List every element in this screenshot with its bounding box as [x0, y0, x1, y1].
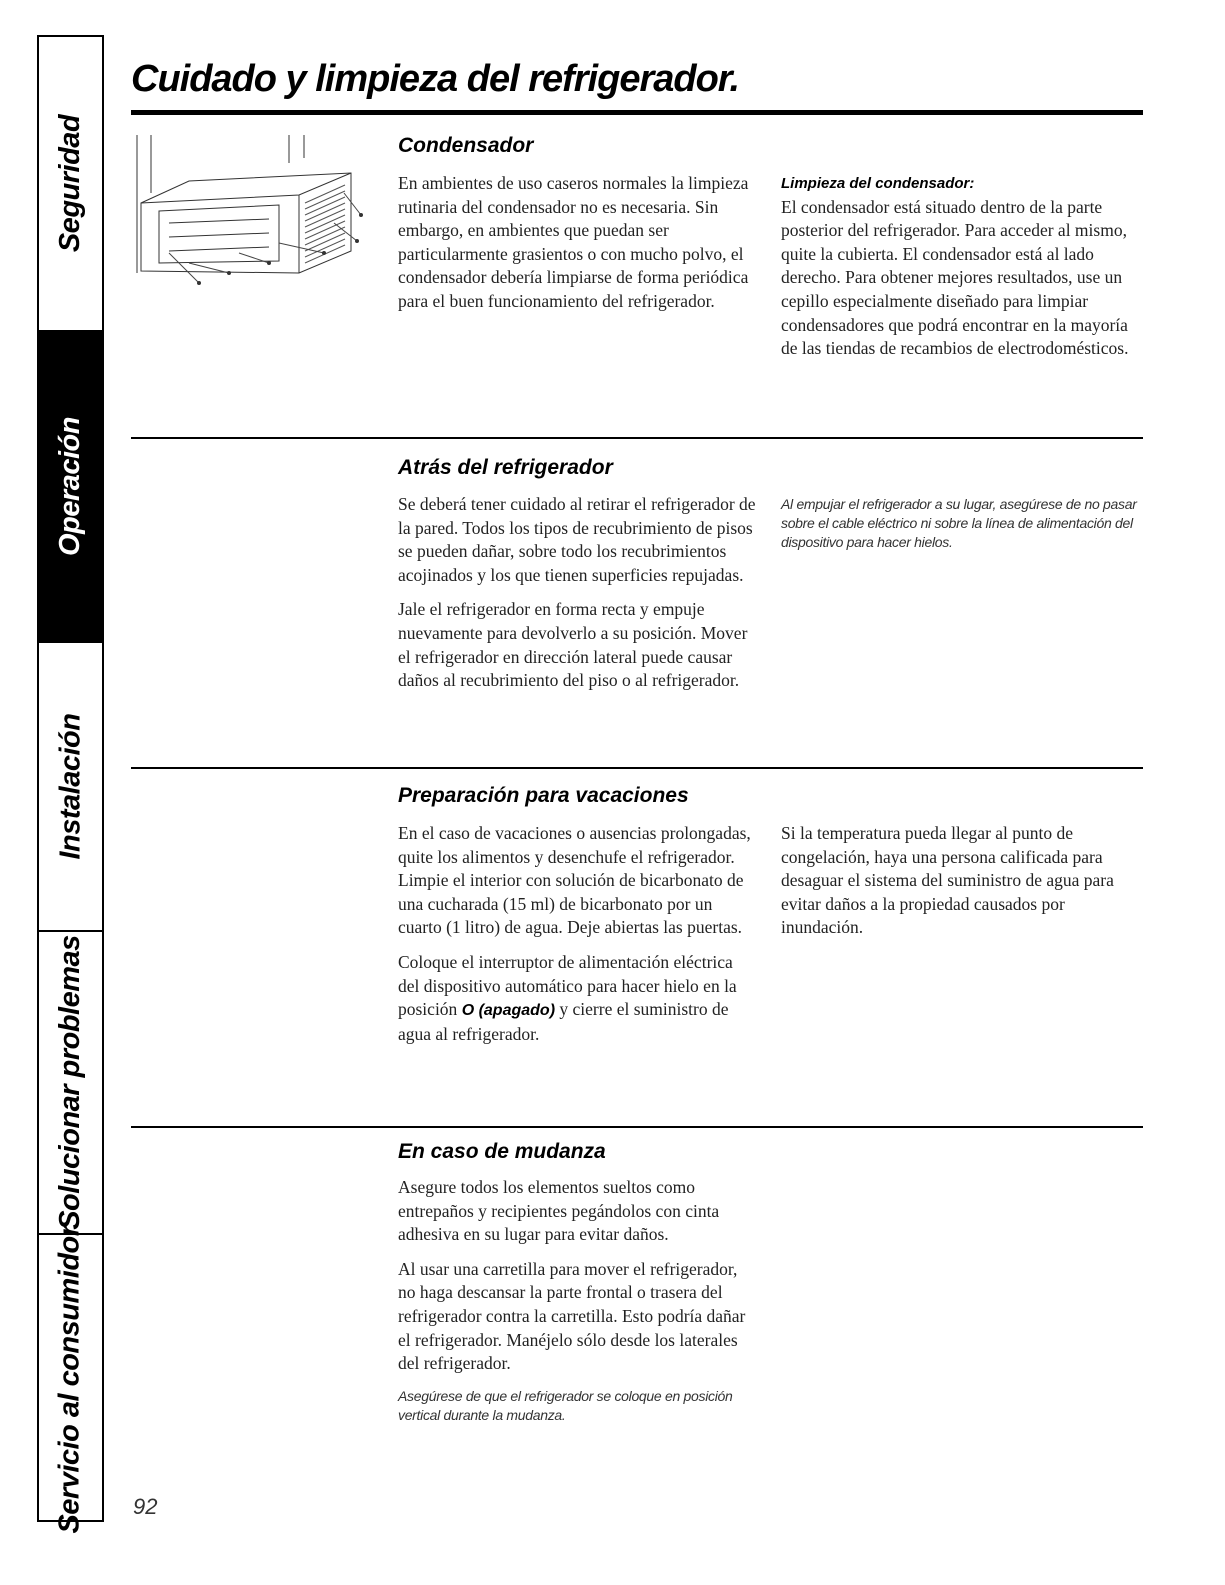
tab-instalacion[interactable] — [39, 643, 102, 932]
vacaciones-left-column — [398, 822, 758, 1057]
atras-right-note: Al empujar el refrigerador a su lugar, asegúrese de no pasar sobre el cable eléctrico ni sobre la línea de alimentación del dispositivo para hacer hielos. — [781, 496, 1137, 550]
paragraph: Jale el refrigerador en forma recta y empuje nuevamente para devolverlo a su posición. Mover el refrigerador en dirección lateral puede causar daños al recubrimiento del piso o al refrigerador. — [398, 599, 748, 691]
text: y cierre el suministro de agua al refrigerador. — [398, 999, 729, 1044]
paragraph: Al usar una carretilla para mover el refrigerador, no haga descansar la parte frontal o trasera del refrigerador contra la carretilla. Esto podría dañar el refrigerador. Manéjelo sólo desde los laterales del refrigerador. — [398, 1258, 746, 1374]
condensador-left-column — [398, 172, 758, 325]
tab-label: Solucionar problemas — [54, 935, 87, 1230]
section-tabs — [37, 35, 104, 1534]
text: Coloque el interruptor de alimentación eléctrica del dispositivo automático para hacer hielo en la posición — [398, 951, 737, 1020]
paragraph: El condensador está situado dentro de la parte posterior del refrigerador. Para acceder al mismo, quite la cubierta. El condensador está al lado derecho. Para obtener mejores resultados, use un cepillo especialmente diseñado para limpiar condensadores que podrá encontrar en la mayoría de las tiendas de recambios de electrodomésticos. — [781, 196, 1129, 359]
section-divider — [131, 767, 1143, 769]
title-divider — [131, 110, 1143, 115]
tab-operacion[interactable] — [39, 332, 102, 643]
condensador-right-column — [781, 172, 1141, 372]
paragraph: Se deberá tener cuidado al retirar el refrigerador de la pared. Todos los tipos de recubrimiento de pisos se pueden dañar, sobre todo los recubrimientos acojinados y los que tienen superficies repujadas. — [398, 494, 756, 585]
page-title: Cuidado y limpieza del refrigerador. — [131, 58, 740, 100]
mudanza-left-column — [398, 1176, 758, 1436]
paragraph: Si la temperatura pueda llegar al punto de congelación, haya una persona calificada para desaguar el sistema del suministro de agua para evitar daños a la propiedad causados por inundación. — [781, 823, 1114, 938]
paragraph: En el caso de vacaciones o ausencias prolongadas, quite los alimentos y desenchufe el refrigerador. Limpie el interior con solución de bicarbonato de una cucharada (15 ml) de bicarbonato por un cuarto (1 litro) de agua. Deje abiertas las puertas. — [398, 823, 751, 938]
section-heading-condensador: Condensador — [398, 134, 534, 157]
tab-label: Instalación — [54, 713, 86, 860]
vacaciones-right-column — [781, 822, 1141, 951]
moving-note: Asegúrese de que el refrigerador se coloque en posición vertical durante la mudanza. — [398, 1387, 733, 1423]
tab-label: Servicio al consumidor — [54, 1225, 87, 1534]
tab-label: Seguridad — [54, 114, 86, 253]
atras-left-column — [398, 493, 758, 704]
tab-seguridad[interactable] — [39, 37, 102, 332]
paragraph: En ambientes de uso caseros normales la limpieza rutinaria del condensador no es necesaria. Sin embargo, en ambientes que puedan ser particularmente grasientos o con mucho polvo, el condensador debería limpiarse de forma periódica para el buen funcionamiento del refrigerador. — [398, 173, 749, 311]
section-heading-atras: Atrás del refrigerador — [398, 456, 613, 479]
section-divider — [131, 437, 1143, 439]
tab-label: Operación — [54, 417, 86, 556]
tab-servicio-al-consumidor[interactable] — [39, 1225, 102, 1534]
tab-solucionar-problemas[interactable] — [39, 932, 102, 1235]
section-heading-vacaciones: Preparación para vacaciones — [398, 784, 689, 807]
page-number: 92 — [133, 1494, 158, 1519]
off-position-label: O (apagado) — [461, 1002, 556, 1020]
condenser-illustration — [129, 133, 369, 293]
section-heading-mudanza: En caso de mudanza — [398, 1140, 606, 1163]
paragraph: Asegure todos los elementos sueltos como entrepaños y recipientes pegándolos con cinta adhesiva en su lugar para evitar daños. — [398, 1177, 720, 1245]
section-divider — [131, 1126, 1143, 1128]
subheading-limpieza: Limpieza del condensador: — [781, 175, 975, 192]
paragraph-ice-maker — [398, 951, 758, 1046]
